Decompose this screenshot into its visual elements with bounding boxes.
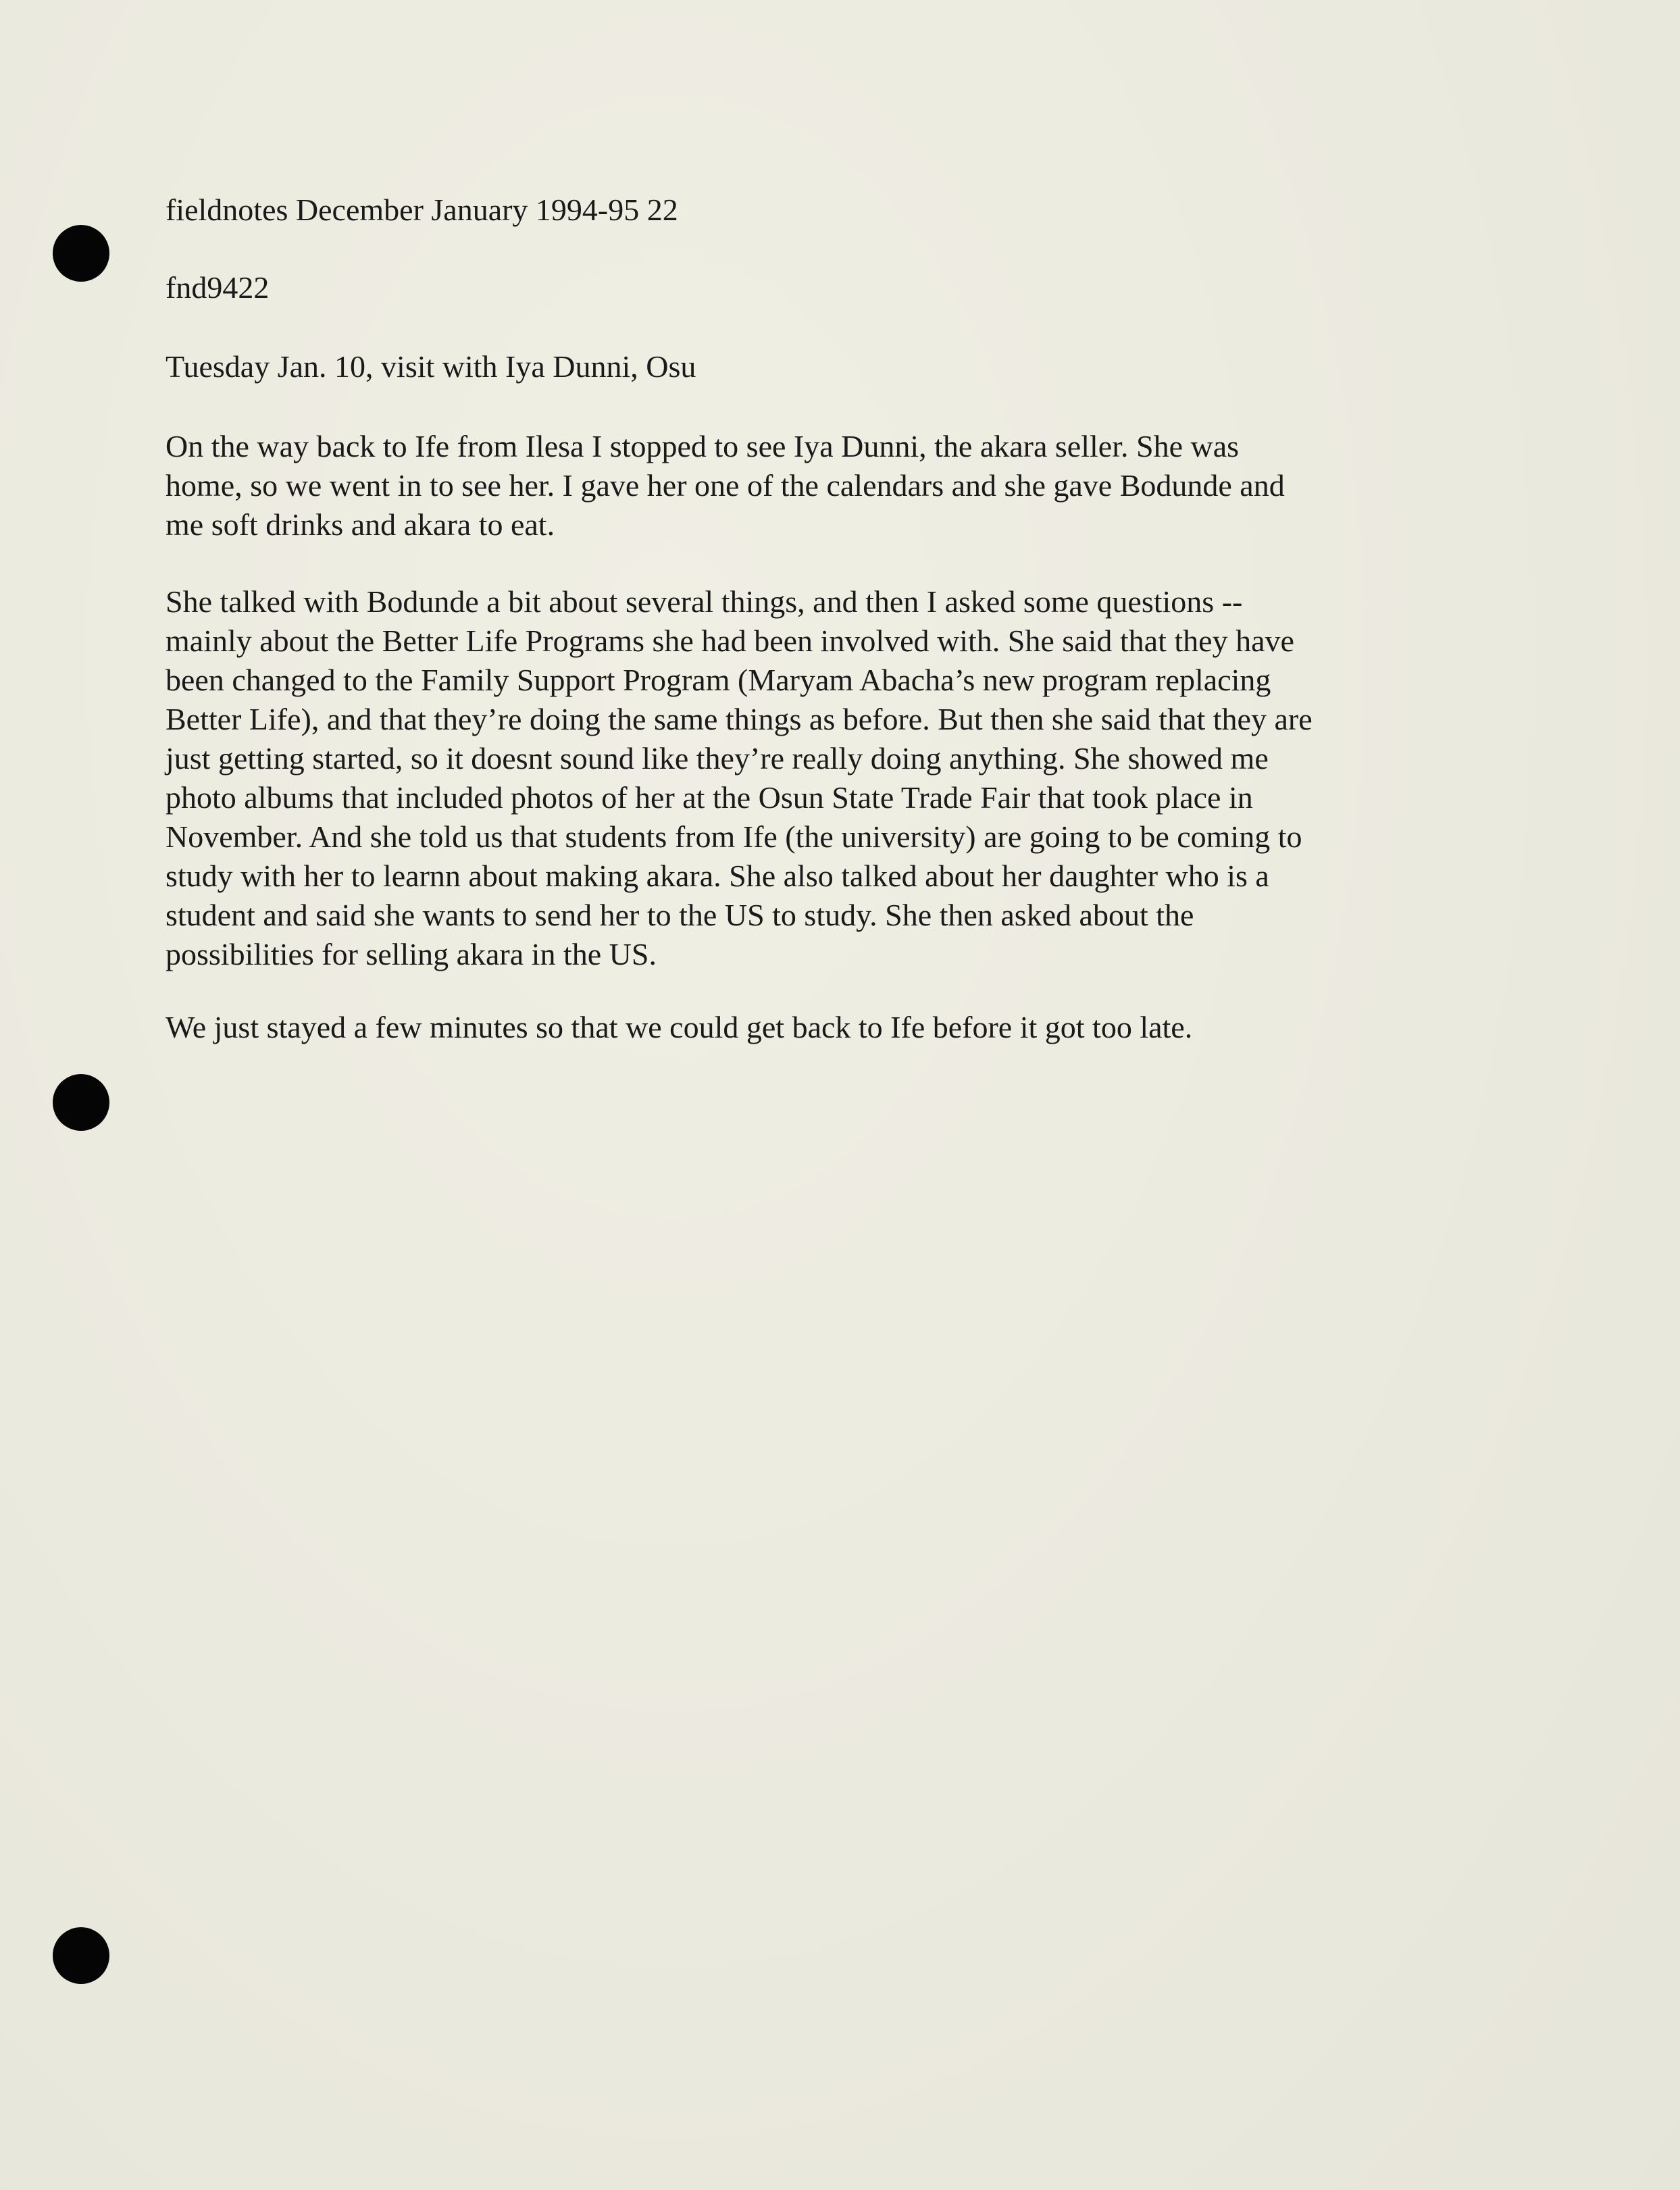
paragraph-line: November. And she told us that students from Ife (the university) are going to be coming to	[166, 819, 1302, 854]
document-header: fieldnotes December January 1994-95 22	[166, 193, 678, 227]
paragraph-line: Better Life), and that they’re doing the same things as before. But then she said that they are	[166, 702, 1313, 736]
paragraph-1	[166, 427, 1285, 544]
paragraph-line: just getting started, so it doesnt sound like they’re really doing anything. She showed me	[166, 741, 1269, 775]
paragraph-3	[166, 1008, 1192, 1047]
paragraph-line: me soft drinks and akara to eat.	[166, 507, 555, 542]
binder-hole-top	[53, 225, 109, 282]
entry-title: Tuesday Jan. 10, visit with Iya Dunni, Osu	[166, 349, 696, 384]
paragraph-line: mainly about the Better Life Programs she had been involved with. She said that they have	[166, 623, 1294, 658]
paragraph-line: student and said she wants to send her to the US to study. She then asked about the	[166, 898, 1194, 932]
paragraph-line: been changed to the Family Support Program (Maryam Abacha’s new program replacing	[166, 663, 1271, 697]
paragraph-line: We just stayed a few minutes so that we could get back to Ife before it got too late.	[166, 1010, 1193, 1044]
paragraph-line: home, so we went in to see her. I gave her one of the calendars and she gave Bodunde and	[166, 468, 1285, 503]
paragraph-line: possibilities for selling akara in the US.	[166, 937, 657, 971]
binder-hole-bottom	[53, 1927, 109, 1984]
binder-hole-middle	[53, 1074, 109, 1131]
paragraph-line: She talked with Bodunde a bit about several things, and then I asked some questions --	[166, 584, 1243, 619]
paragraph-2	[166, 582, 1313, 974]
paragraph-line: On the way back to Ife from Ilesa I stopped to see Iya Dunni, the akara seller. She was	[166, 429, 1240, 463]
paragraph-line: study with her to learnn about making akara. She also talked about her daughter who is a	[166, 859, 1269, 893]
paragraph-line: photo albums that included photos of her at the Osun State Trade Fair that took place in	[166, 780, 1253, 815]
file-id: fnd9422	[166, 270, 270, 305]
